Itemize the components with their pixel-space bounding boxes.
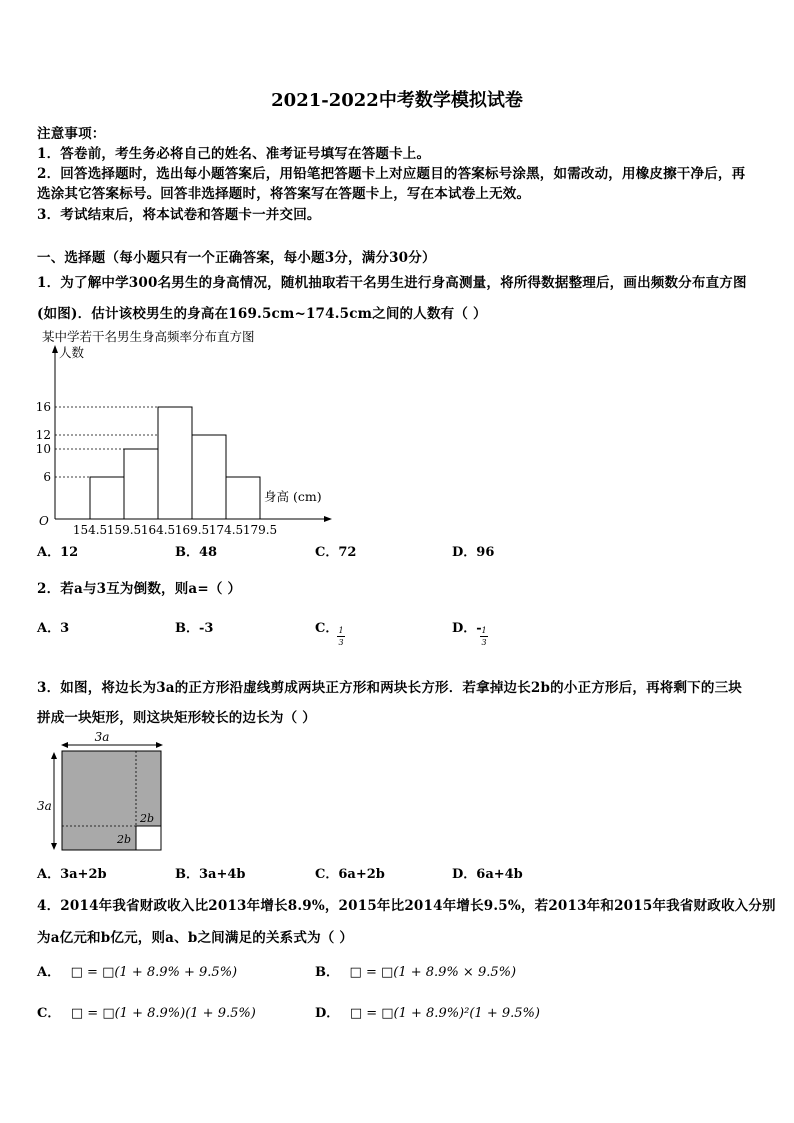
- q2-option-d[interactable]: D．-: [452, 621, 482, 636]
- section-heading: 一、选择题（每小题只有一个正确答案，每小题3分，满分30分）: [37, 250, 436, 266]
- fraction-numerator: 1: [481, 626, 487, 635]
- note-item: 1．答卷前，考生务必将自己的姓名、准考证号填写在答题卡上。: [37, 146, 431, 162]
- q4-option-d[interactable]: [315, 1002, 540, 1021]
- x-tick-label: 164.5: [140, 523, 176, 535]
- q2-option-a[interactable]: A．3: [37, 621, 70, 636]
- fraction-denominator: 3: [338, 638, 344, 647]
- left-arrow-top: [51, 752, 57, 759]
- y-tick-label: 12: [35, 428, 51, 442]
- q3-line2: 拼成一块矩形，则这块矩形较长的边长为（ ）: [37, 710, 316, 726]
- x-tick-label: 174.5: [208, 523, 244, 535]
- q4-line1: 4．2014年我省财政收入比2013年增长8.9%，2015年比2014年增长9.5%，若2013年和2015年我省财政收入分别: [37, 898, 776, 914]
- x-tick-label: 169.5: [174, 523, 210, 535]
- q4-option-a[interactable]: [37, 961, 237, 980]
- origin-label: O: [39, 514, 49, 528]
- y-tick-label: 6: [43, 470, 51, 484]
- q3-option-a[interactable]: A．3a+2b: [37, 867, 107, 882]
- option-expression: □ = □(1 + 8.9%)²(1 + 9.5%): [349, 1006, 540, 1021]
- option-expression: □ = □(1 + 8.9%)(1 + 9.5%): [70, 1006, 256, 1021]
- top-arrow-left: [61, 742, 68, 748]
- left-length-label: 3a: [37, 799, 52, 813]
- q1-option-b[interactable]: B．48: [175, 545, 218, 560]
- q2-option-c-fraction: [337, 626, 345, 647]
- left-arrow-bottom: [51, 843, 57, 850]
- histogram-bar: [124, 449, 158, 519]
- x-axis-label: 身高 (cm): [264, 489, 322, 504]
- q3-option-d[interactable]: D．6a+4b: [452, 867, 523, 882]
- option-expression: □ = □(1 + 8.9% × 9.5%): [349, 965, 517, 980]
- q1-option-c[interactable]: C．72: [315, 545, 357, 560]
- note-item: 2．回答选择题时，选出每小题答案后，用铅笔把答题卡上对应题目的答案标号涂黑，如需改动，用橡皮擦干净后，再: [37, 166, 746, 182]
- q3-option-b[interactable]: B．3a+4b: [175, 867, 246, 882]
- option-expression: □ = □(1 + 8.9% + 9.5%): [70, 965, 238, 980]
- y-axis-arrow: [52, 345, 58, 353]
- q3-option-c[interactable]: C．6a+2b: [315, 867, 385, 882]
- y-tick-label: 10: [35, 442, 51, 456]
- histogram-chart: [30, 325, 340, 535]
- histogram-bar: [90, 477, 124, 519]
- option-label: B．: [315, 965, 339, 980]
- y-tick-label: 16: [35, 400, 51, 414]
- q4-line2: 为a亿元和b亿元，则a、b之间满足的关系式为（ ）: [37, 930, 354, 946]
- option-label: A．: [37, 965, 61, 980]
- note-item: 选涂其它答案标号。回答非选择题时，将答案写在答题卡上，写在本试卷上无效。: [37, 186, 531, 202]
- square-cut-figure: [30, 726, 180, 856]
- top-length-label: 3a: [94, 730, 110, 744]
- x-tick-label: 159.5: [106, 523, 142, 535]
- y-axis-label: 人数: [59, 345, 85, 360]
- q2-line1: 2．若a与3互为倒数，则a=（ ）: [37, 581, 242, 597]
- top-arrow-right: [156, 742, 163, 748]
- q4-option-b[interactable]: [315, 961, 516, 980]
- notes-heading: 注意事项：: [37, 126, 106, 142]
- q2-option-c[interactable]: C．: [315, 621, 339, 636]
- q1-line1: 1．为了解中学300名男生的身高情况，随机抽取若干名男生进行身高测量，将所得数据整理后，画出频数分布直方图: [37, 275, 747, 291]
- q2-option-d-fraction: [480, 626, 488, 647]
- x-axis-arrow: [324, 516, 332, 522]
- histogram-bar: [226, 477, 260, 519]
- q3-line1: 3．如图，将边长为3a的正方形沿虚线剪成两块正方形和两块长方形．若拿掉边长2b的小正方形后，再将剩下的三块: [37, 680, 742, 696]
- fraction-denominator: 3: [481, 638, 487, 647]
- page-title: 2021-2022中考数学模拟试卷: [271, 90, 523, 111]
- histogram-bar: [158, 407, 192, 519]
- q4-option-c[interactable]: [37, 1002, 256, 1021]
- removed-small-square: [136, 826, 161, 850]
- inner-right-label: 2b: [140, 812, 155, 825]
- option-label: C．: [37, 1006, 61, 1021]
- q1-option-d[interactable]: D．96: [452, 545, 495, 560]
- q2-option-b[interactable]: B．-3: [175, 621, 214, 636]
- note-item: 3．考试结束后，将本试卷和答题卡一并交回。: [37, 207, 321, 223]
- q1-option-a[interactable]: A．12: [37, 545, 79, 560]
- chart-title: 某中学若干名男生身高频率分布直方图: [42, 329, 255, 344]
- option-label: D．: [315, 1006, 340, 1021]
- inner-bottom-label: 2b: [117, 833, 132, 846]
- histogram-bar: [192, 435, 226, 519]
- fraction-numerator: 1: [338, 626, 344, 635]
- x-tick-label: 179.5: [242, 523, 278, 535]
- q1-line2: (如图)．估计该校男生的身高在169.5cm~174.5cm之间的人数有（ ）: [37, 306, 487, 322]
- x-tick-label: 154.5: [72, 523, 108, 535]
